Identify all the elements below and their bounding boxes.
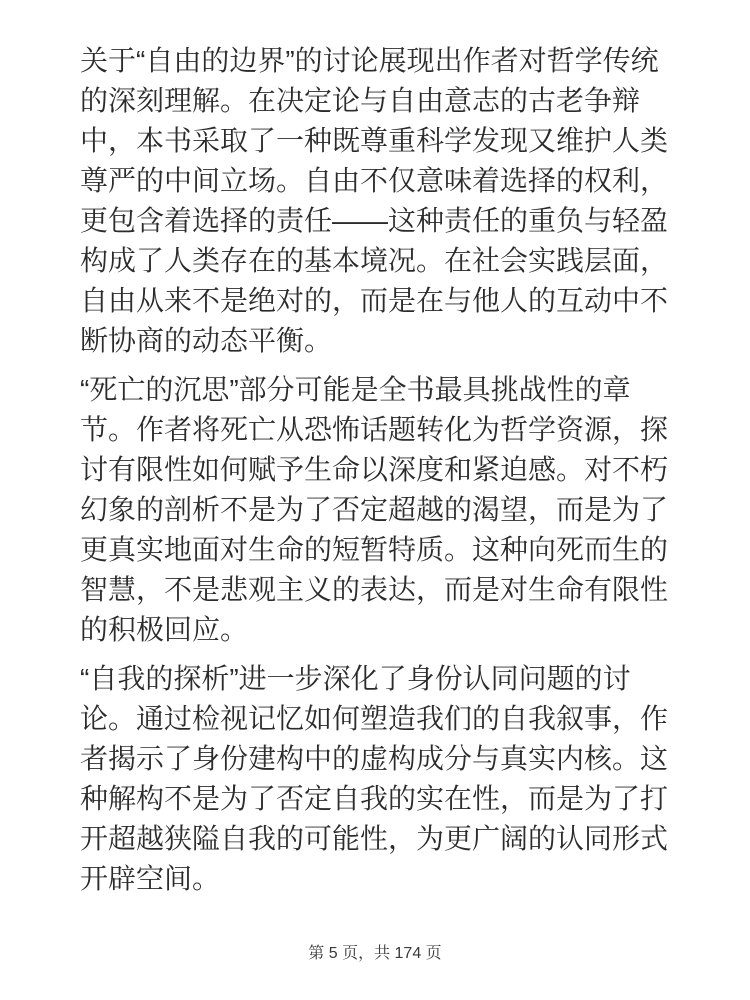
paragraph-free-boundaries: 关于“自由的边界”的讨论展现出作者对哲学传统的深刻理解。在决定论与自由意志的古老争辩中，本书采取了一种既尊重科学发现又维护人类尊严的中间立场。自由不仅意味着选择的权利，更包含着选择的责任——这种责任的重负与轻盈构成了人类存在的基本境况。在社会实践层面，自由从来不是绝对的，而是在与他人的互动中不断协商的动态平衡。: [80, 45, 669, 356]
page-number-footer: 第 5 页，共 174 页: [308, 945, 442, 962]
paragraph-self-analysis: “自我的探析”进一步深化了身份认同问题的讨论。通过检视记忆如何塑造我们的自我叙事，作者揭示了身份建构中的虚构成分与真实内核。这种解构不是为了否定自我的实在性，而是为了打开超越狭隘自我的可能性，为更广阔的认同形式开辟空间。: [80, 663, 669, 894]
paragraph-death-meditation: “死亡的沉思”部分可能是全书最具挑战性的章节。作者将死亡从恐怖话题转化为哲学资源，探讨有限性如何赋予生命以深度和紧迫感。对不朽幻象的剖析不是为了否定超越的渴望，而是为了更真实地面对生命的短暂特质。这种向死而生的智慧，不是悲观主义的表达，而是对生命有限性的积极回应。: [80, 374, 669, 645]
document-body: [80, 41, 670, 908]
